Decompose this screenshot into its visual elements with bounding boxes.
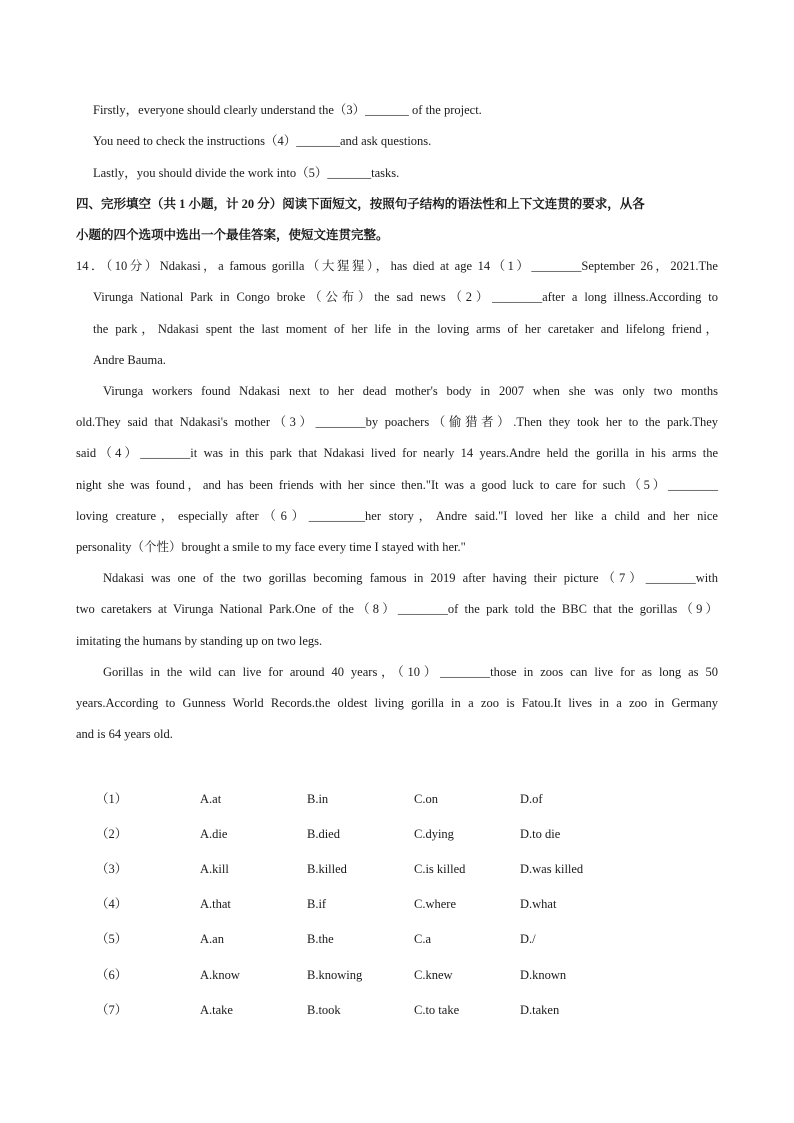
option-b: B.took — [307, 1003, 341, 1017]
option-b: B.if — [307, 897, 327, 911]
passage-p4-line-1: Gorillas in the wild can live for around 40 years，（10）________those in zoos can live for as long as 50 — [103, 665, 718, 679]
passage-p2-line-1: Virunga workers found Ndakasi next to her dead mother's body in 2007 when she was only two months — [103, 384, 718, 398]
option-a: A.at — [200, 792, 222, 806]
option-a: A.an — [200, 932, 224, 946]
option-number: （6） — [96, 968, 128, 982]
option-c: C.to take — [414, 1003, 460, 1017]
passage-p2-line-5: loving creature，especially after（6）_________her story，Andre said."I loved her like a child and her nice — [76, 509, 718, 523]
passage-p1-line-2: Virunga National Park in Congo broke（公布）the sad news（2）________after a long illness.According to — [93, 290, 718, 304]
passage-p4-line-2: years.According to Gunness World Records.the oldest living gorilla in a zoo is Fatou.It lives in a zoo in Germany — [76, 696, 718, 710]
option-a: A.that — [200, 897, 231, 911]
option-d: D.what — [520, 897, 557, 911]
option-b: B.in — [307, 792, 329, 806]
passage-p1-line-1: 14．（10分）Ndakasi，a famous gorilla（大猩猩），has died at age 14（1）________September 26，2021.The — [76, 259, 718, 273]
intro-line-3: Lastly，you should divide the work into（5）_______tasks. — [93, 166, 400, 180]
passage-p4-line-3: and is 64 years old. — [76, 727, 173, 741]
section-heading-line-2: 小题的四个选项中选出一个最佳答案，使短文连贯完整。 — [76, 228, 389, 242]
option-a: A.kill — [200, 862, 229, 876]
option-number: （1） — [96, 792, 128, 806]
option-c: C.knew — [414, 968, 453, 982]
intro-line-2: You need to check the instructions（4）_______and ask questions. — [93, 134, 432, 148]
option-a: A.know — [200, 968, 240, 982]
passage-p3-line-2: two caretakers at Virunga National Park.One of the（8）________of the park told the BBC that the gorillas（9） — [76, 602, 718, 616]
section-heading-line-1: 四、完形填空（共 1 小题，计 20 分）阅读下面短文，按照句子结构的语法性和上下文连贯的要求，从各 — [76, 197, 645, 211]
intro-line-1: Firstly，everyone should clearly understand the（3）_______ of the project. — [93, 103, 482, 117]
option-d: D.was killed — [520, 862, 584, 876]
option-d: D.to die — [520, 827, 561, 841]
option-d: D./ — [520, 932, 536, 946]
option-c: C.a — [414, 932, 432, 946]
passage-p1-line-3: the park，Ndakasi spent the last moment of her life in the loving arms of her caretaker and lifelong friend， — [93, 322, 718, 336]
option-b: B.died — [307, 827, 340, 841]
option-number: （2） — [96, 827, 128, 841]
option-a: A.die — [200, 827, 228, 841]
option-c: C.where — [414, 897, 456, 911]
option-number: （3） — [96, 862, 128, 876]
passage-p1-line-4: Andre Bauma. — [93, 353, 166, 367]
option-b: B.knowing — [307, 968, 363, 982]
option-d: D.taken — [520, 1003, 560, 1017]
option-number: （7） — [96, 1003, 128, 1017]
passage-p2-line-4: night she was found，and has been friends with her since then."It was a good luck to care for such（5）________ — [76, 478, 718, 492]
option-number: （5） — [96, 932, 128, 946]
passage-p3-line-3: imitating the humans by standing up on two legs. — [76, 634, 323, 648]
option-c: C.dying — [414, 827, 454, 841]
option-d: D.known — [520, 968, 567, 982]
option-d: D.of — [520, 792, 543, 806]
passage-p2-line-6: personality（个性）brought a smile to my face every time I stayed with her." — [76, 540, 466, 554]
option-number: （4） — [96, 897, 128, 911]
option-c: C.on — [414, 792, 438, 806]
option-b: B.the — [307, 932, 334, 946]
passage-p2-line-2: old.They said that Ndakasi's mother（3）________by poachers（偷猎者）.Then they took her to the park.They — [76, 415, 718, 429]
option-a: A.take — [200, 1003, 233, 1017]
option-b: B.killed — [307, 862, 347, 876]
option-c: C.is killed — [414, 862, 466, 876]
passage-p2-line-3: said（4）________it was in this park that Ndakasi lived for nearly 14 years.Andre held the gorilla in his arms the — [76, 446, 718, 460]
passage-p3-line-1: Ndakasi was one of the two gorillas becoming famous in 2019 after having their picture（7）________with — [103, 571, 718, 585]
